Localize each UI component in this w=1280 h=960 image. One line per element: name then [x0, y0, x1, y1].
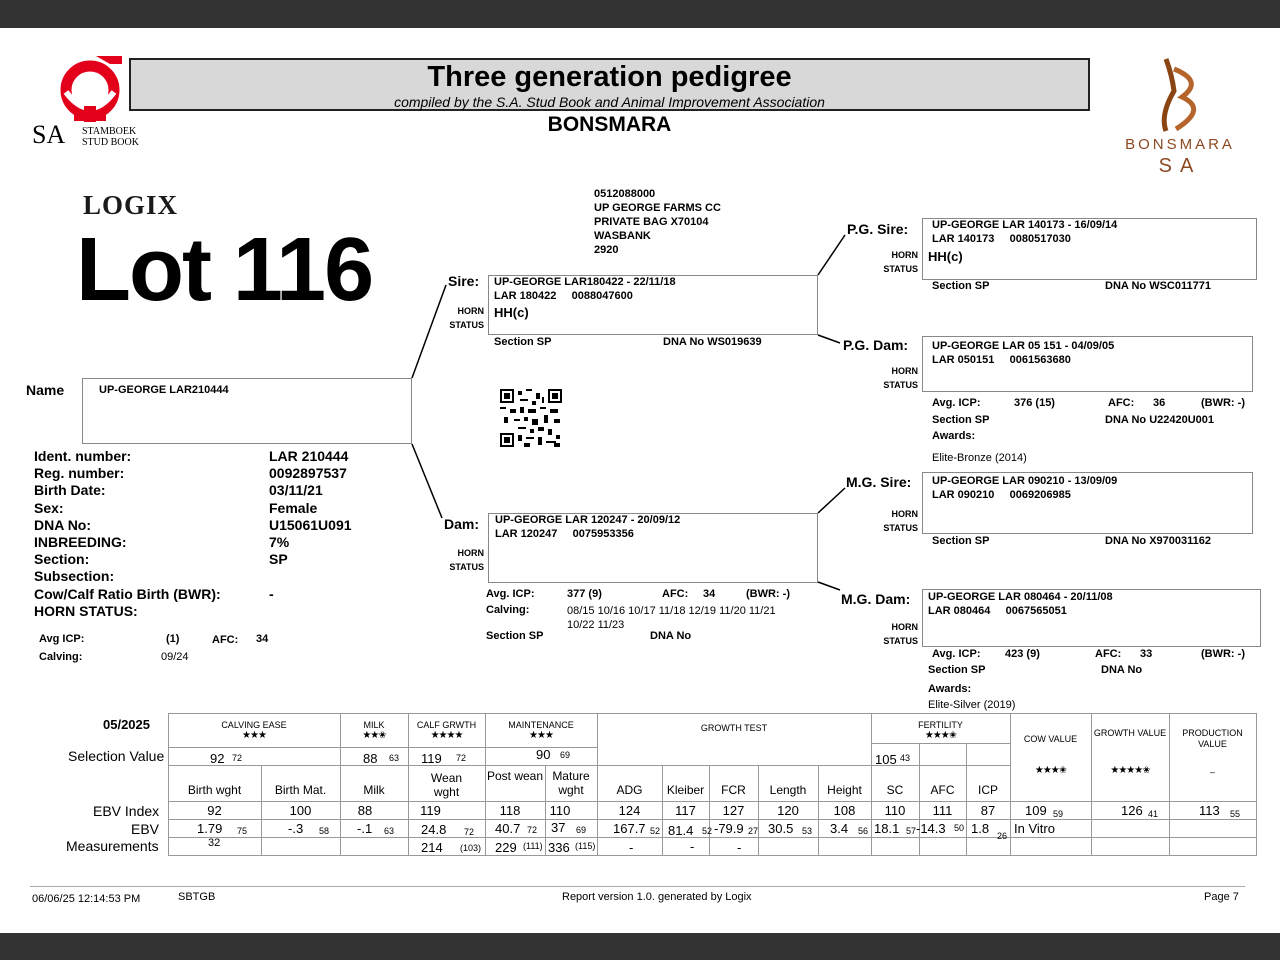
reg-number-label: Reg. number: — [34, 465, 125, 482]
footer-page: Page 7 — [1204, 891, 1239, 903]
ebv-afc-acc: 50 — [954, 823, 965, 833]
dam-section: Section SP — [486, 630, 544, 642]
sel-fertility-acc: 43 — [900, 753, 911, 763]
sire-label: Sire: — [448, 273, 480, 289]
dam-calving-label: Calving: — [486, 604, 530, 616]
pg-dam-horn-label: HORN STATUS — [883, 366, 918, 390]
animal-name: UP-GEORGE LAR210444 — [99, 384, 229, 396]
dam-calving — [567, 604, 776, 632]
connector-dam-mgsire — [818, 488, 845, 513]
sire-line2: LAR 180422 0088047600 — [494, 290, 633, 302]
ebv-birth-wght-acc: 75 — [237, 826, 248, 836]
breeder-address1: PRIVATE BAG X70104 — [594, 216, 709, 228]
ebv-birth-mat: -.3 — [288, 821, 304, 836]
mg-sire-line1: UP-GEORGE LAR 090210 - 13/09/09 — [932, 475, 1118, 487]
pg-sire-dna: DNA No WSC011771 — [1105, 280, 1211, 292]
pg-dam-afc: 36 — [1153, 397, 1166, 409]
dam-avg-icp: 377 (9) — [567, 588, 602, 600]
dam-avg-icp-label: Avg. ICP: — [486, 588, 535, 600]
reg-number-value: 0092897537 — [269, 465, 347, 482]
meas-post-wean-acc: (111) — [523, 841, 543, 851]
col-afc: AFC — [930, 783, 955, 797]
dam-line2: LAR 120247 0075953356 — [495, 528, 634, 540]
animal-afc-label: AFC: — [212, 634, 239, 646]
ebv-adg: 167.7 — [613, 821, 646, 836]
col-height: Height — [827, 783, 862, 797]
meas-kleiber: - — [690, 839, 695, 854]
dam-calving-line2: 10/22 11/23 — [567, 619, 625, 631]
meas-post-wean: 229 — [495, 840, 517, 855]
group-calving-ease: CALVING EASE ★★★ — [168, 720, 340, 741]
logix-logo: LOGIX — [83, 190, 179, 220]
meas-birth-wght: 32 — [208, 837, 221, 849]
sel-milk-acc: 63 — [389, 753, 400, 763]
index-kleiber: 117 — [675, 803, 696, 818]
index-height: 108 — [833, 803, 856, 818]
calf-growth-stars-icon: ★★★★ — [430, 730, 463, 741]
page-title: Three generation pedigree — [427, 61, 792, 93]
col-post-wean: Post wean — [486, 769, 544, 783]
maintenance-stars-icon: ★★★ — [529, 730, 553, 741]
pg-dam-bwr: (BWR: -) — [1201, 397, 1245, 409]
bwr-label: Cow/Calf Ratio Birth (BWR): — [34, 585, 221, 602]
ebv-kleiber: 81.4 — [668, 823, 694, 838]
pg-dam-line2: LAR 050151 0061563680 — [932, 354, 1071, 366]
ebv-length-acc: 53 — [802, 826, 813, 836]
bwr-value: - — [269, 585, 274, 602]
animal-name-box — [82, 378, 412, 444]
pg-dam-award: Elite-Bronze (2014) — [932, 452, 1027, 464]
breeder-address2: WASBANK — [594, 230, 651, 242]
dam-horn-label: HORN STATUS — [449, 548, 484, 572]
ebv-wean-wght-acc: 72 — [464, 827, 475, 837]
sel-calving-ease-acc: 72 — [232, 753, 243, 763]
index-post-wean: 118 — [499, 803, 521, 818]
inbreeding-label: INBREEDING: — [34, 534, 127, 551]
birth-date-value: 03/11/21 — [269, 482, 323, 499]
dam-bwr: (BWR: -) — [746, 588, 790, 600]
index-mature-wght: 110 — [549, 803, 571, 818]
index-wean-wght: 119 — [420, 803, 441, 818]
ebv-length: 30.5 — [768, 821, 794, 836]
sel-maintenance: 90 — [536, 747, 551, 762]
dam-box — [488, 513, 818, 583]
breed-name: BONSMARA — [547, 113, 672, 136]
subsection-label: Subsection: — [34, 568, 115, 585]
pg-dam-label: P.G. Dam: — [843, 337, 909, 353]
mg-dam-line1: UP-GEORGE LAR 080464 - 20/11/08 — [928, 591, 1113, 603]
inbreeding-value: 7% — [269, 534, 290, 551]
meas-fcr: - — [737, 840, 742, 855]
lot-number: Lot 116 — [76, 220, 373, 320]
mg-dam-afc: 33 — [1140, 648, 1153, 660]
mg-dam-avg-icp-label: Avg. ICP: — [932, 648, 981, 660]
index-length: 120 — [777, 803, 799, 818]
mg-sire-dna: DNA No X970031162 — [1105, 535, 1211, 547]
row-label-ebv: EBV — [131, 821, 160, 837]
fertility-stars-icon: ★★★✬ — [924, 730, 957, 741]
ebv-wean-wght: 24.8 — [421, 822, 447, 837]
pg-dam-avg-icp: 376 (15) — [1014, 397, 1055, 409]
dna-no-label: DNA No: — [34, 516, 92, 533]
mg-dam-bwr: (BWR: -) — [1201, 648, 1245, 660]
index-sc: 110 — [884, 803, 906, 818]
ebv-icp: 1.8 — [971, 821, 990, 836]
subsection-value — [269, 568, 352, 585]
col-birth-wght: Birth wght — [187, 783, 242, 797]
mg-dam-dna: DNA No — [1101, 664, 1143, 676]
connector-animal-dam — [412, 444, 442, 518]
index-growth-value: 126 — [1121, 803, 1143, 818]
horn-status-label: HORN STATUS: — [34, 602, 138, 619]
ebv-fcr-acc: 27 — [748, 826, 759, 836]
pg-sire-label: P.G. Sire: — [847, 221, 909, 237]
calving-ease-stars-icon: ★★★ — [242, 730, 266, 741]
pg-dam-avg-icp-label: Avg. ICP: — [932, 397, 981, 409]
meas-mature-wght: 336 — [548, 840, 570, 855]
index-cow-value: 109 — [1025, 803, 1047, 818]
index-fcr: 127 — [722, 803, 745, 818]
index-cow-value-acc: 59 — [1053, 809, 1064, 819]
pg-sire-line1: UP-GEORGE LAR 140173 - 16/09/14 — [932, 219, 1118, 231]
col-mature-wght: Mature wght — [552, 769, 590, 797]
footer-report: Report version 1.0. generated by Logix — [562, 891, 752, 903]
row-label-index: EBV Index — [93, 803, 160, 819]
dna-no-value: U15061U091 — [269, 516, 352, 533]
mg-dam-label: M.G. Dam: — [841, 591, 911, 607]
ebv-adg-acc: 52 — [650, 826, 661, 836]
col-adg: ADG — [616, 783, 643, 797]
qr-code-icon — [500, 389, 562, 447]
mg-sire-label: M.G. Sire: — [846, 474, 912, 490]
meas-wean-wght-acc: (103) — [460, 843, 482, 853]
name-label: Name — [26, 382, 65, 398]
breeder-name: UP GEORGE FARMS CC — [594, 202, 721, 214]
pg-dam-awards-label: Awards: — [932, 430, 976, 442]
group-fertility: FERTILITY ★★★✬ — [871, 720, 1010, 741]
mg-sire-box — [922, 472, 1253, 534]
index-afc: 111 — [932, 803, 953, 818]
ebv-sc-acc: 57 — [906, 826, 917, 836]
breeder-number: 0512088000 — [594, 188, 656, 200]
sire-line1: UP-GEORGE LAR180422 - 22/11/18 — [494, 276, 676, 288]
mg-sire-horn-label: HORN STATUS — [883, 509, 918, 533]
ebv-milk: -.1 — [357, 821, 373, 836]
sel-fertility: 105 — [875, 752, 897, 767]
pg-sire-horn-label: HORN STATUS — [883, 250, 918, 274]
col-sc: SC — [886, 783, 904, 797]
page-subtitle: compiled by the S.A. Stud Book and Animal Improvement Association — [394, 94, 825, 110]
sel-maintenance-acc: 69 — [560, 750, 571, 760]
group-calf-growth: CALF GRWTH ★★★★ — [408, 720, 485, 741]
sex-value: Female — [269, 499, 318, 516]
index-icp: 87 — [980, 803, 996, 818]
mg-dam-horn-label: HORN STATUS — [883, 622, 918, 646]
col-fcr: FCR — [721, 783, 746, 797]
production-value-stars: – — [1209, 767, 1215, 777]
mg-dam-awards-label: Awards: — [928, 683, 972, 695]
animal-calving-label: Calving: — [39, 651, 83, 663]
bonsmara-logo-sa: SA — [1158, 155, 1202, 177]
ident-number-value: LAR 210444 — [269, 448, 349, 464]
meas-wean-wght: 214 — [421, 840, 443, 855]
ebv-fcr: -79.9 — [714, 821, 744, 836]
sire-section: Section SP — [494, 336, 552, 348]
dam-calving-line1: 08/15 10/16 10/17 11/18 12/19 11/20 11/21 — [567, 605, 776, 617]
dam-afc: 34 — [703, 588, 716, 600]
sire-dna: DNA No WS019639 — [663, 336, 762, 348]
sa-logo-line2: STUD BOOK — [82, 137, 139, 148]
index-adg: 124 — [618, 803, 641, 818]
animal-afc: 34 — [256, 633, 269, 645]
mg-dam-avg-icp: 423 (9) — [1005, 648, 1040, 660]
bonsmara-logo-text: BONSMARA — [1125, 136, 1235, 153]
pg-sire-line2: LAR 140173 0080517030 — [932, 233, 1071, 245]
animal-avg-icp: (1) — [166, 633, 180, 645]
connector-sire-pgdam — [818, 335, 840, 343]
section-label: Section: — [34, 551, 90, 568]
pg-sire-section: Section SP — [932, 280, 990, 292]
ebv-date: 05/2025 — [103, 717, 150, 732]
index-growth-value-acc: 41 — [1148, 809, 1159, 819]
ebv-mature-wght: 37 — [551, 820, 566, 835]
birth-date-label: Birth Date: — [34, 482, 106, 499]
ebv-afc: -14.3 — [916, 821, 946, 836]
animal-field-labels — [34, 448, 221, 620]
pg-dam-dna: DNA No U22420U001 — [1105, 414, 1215, 426]
ebv-height: 3.4 — [830, 821, 849, 836]
ebv-post-wean-acc: 72 — [527, 825, 538, 835]
sel-calving-ease: 92 — [210, 751, 225, 766]
col-kleiber: Kleiber — [666, 783, 705, 797]
col-length: Length — [769, 783, 807, 797]
ebv-table — [168, 713, 1257, 856]
dam-dna: DNA No — [650, 630, 692, 642]
index-production-value: 113 — [1199, 803, 1220, 818]
ident-number-label: Ident. number: — [34, 448, 132, 464]
mg-sire-section: Section SP — [932, 535, 990, 547]
group-maintenance: MAINTENANCE ★★★ — [485, 720, 597, 741]
col-wean-wght: Wean wght — [430, 771, 463, 799]
sel-milk: 88 — [363, 751, 378, 766]
ebv-post-wean: 40.7 — [495, 821, 521, 836]
ebv-birth-mat-acc: 58 — [319, 826, 330, 836]
ebv-milk-acc: 63 — [384, 826, 395, 836]
sire-horn-value: HH(c) — [494, 305, 529, 320]
row-label-selection: Selection Value — [68, 748, 165, 764]
group-milk: MILK ★★✬ — [340, 720, 408, 741]
col-birth-mat: Birth Mat. — [274, 783, 327, 797]
milk-stars-icon: ★★✬ — [362, 730, 386, 741]
ebv-mature-wght-acc: 69 — [576, 825, 587, 835]
mg-dam-afc-label: AFC: — [1095, 648, 1122, 660]
section-value: SP — [269, 551, 288, 568]
footer-datetime: 06/06/25 12:14:53 PM — [32, 893, 141, 905]
meas-mature-wght-acc: (115) — [575, 841, 596, 851]
sire-box — [488, 275, 818, 335]
mg-dam-award: Elite-Silver (2019) — [928, 699, 1016, 711]
mg-dam-section: Section SP — [928, 664, 986, 676]
index-production-value-acc: 55 — [1230, 809, 1241, 819]
dam-line1: UP-GEORGE LAR 120247 - 20/09/12 — [495, 514, 681, 526]
pg-dam-section: Section SP — [932, 414, 990, 426]
col-milk: Milk — [363, 783, 385, 797]
animal-field-values — [269, 448, 352, 603]
ebv-sc: 18.1 — [874, 821, 900, 836]
sa-letters: SA — [32, 120, 66, 149]
pg-sire-horn-value: HH(c) — [928, 249, 963, 264]
index-birth-mat: 100 — [289, 803, 312, 818]
animal-calving: 09/24 — [161, 651, 189, 663]
in-vitro: In Vitro — [1014, 821, 1055, 836]
sex-label: Sex: — [34, 499, 64, 516]
footer-divider — [30, 886, 1245, 887]
mg-sire-line2: LAR 090210 0069206985 — [932, 489, 1071, 501]
mg-dam-line2: LAR 080464 0067565051 — [928, 605, 1067, 617]
group-growth-value: GROWTH VALUE — [1093, 728, 1167, 738]
footer-code: SBTGB — [178, 891, 216, 903]
meas-adg: - — [629, 840, 634, 855]
ebv-birth-wght: 1.79 — [197, 821, 223, 836]
ebv-height-acc: 56 — [858, 826, 869, 836]
pg-dam-afc-label: AFC: — [1108, 397, 1135, 409]
connector-sire-pgsire — [818, 235, 845, 275]
breeder-postcode: 2920 — [594, 244, 619, 256]
index-birth-wght: 92 — [207, 803, 222, 818]
index-milk: 88 — [357, 803, 373, 818]
growth-value-stars-icon: ★★★★✬ — [1110, 765, 1150, 776]
pg-dam-box — [922, 336, 1253, 392]
group-production-value: PRODUCTION VALUE — [1182, 728, 1243, 749]
sel-calf-growth-acc: 72 — [456, 753, 467, 763]
group-growth-test: GROWTH TEST — [700, 723, 768, 733]
group-cow-value: COW VALUE — [1023, 734, 1078, 744]
row-label-measurements: Measurements — [66, 838, 159, 854]
sa-logo-line1: STAMBOEK — [82, 126, 137, 137]
sel-calf-growth: 119 — [421, 751, 442, 766]
pg-dam-line1: UP-GEORGE LAR 05 151 - 04/09/05 — [932, 340, 1115, 352]
dam-afc-label: AFC: — [662, 588, 689, 600]
animal-avg-icp-label: Avg ICP: — [39, 633, 85, 645]
pg-sire-box — [922, 218, 1257, 280]
ebv-kleiber-acc: 52 — [702, 826, 713, 836]
ebv-icp-acc: 26 — [997, 831, 1008, 841]
cow-value-stars-icon: ★★★✬ — [1034, 765, 1067, 776]
sire-horn-label: HORN STATUS — [449, 306, 484, 330]
connector-dam-mgdam — [818, 582, 840, 590]
mg-dam-box — [922, 589, 1261, 647]
dam-label: Dam: — [444, 516, 480, 532]
col-icp: ICP — [977, 783, 998, 797]
